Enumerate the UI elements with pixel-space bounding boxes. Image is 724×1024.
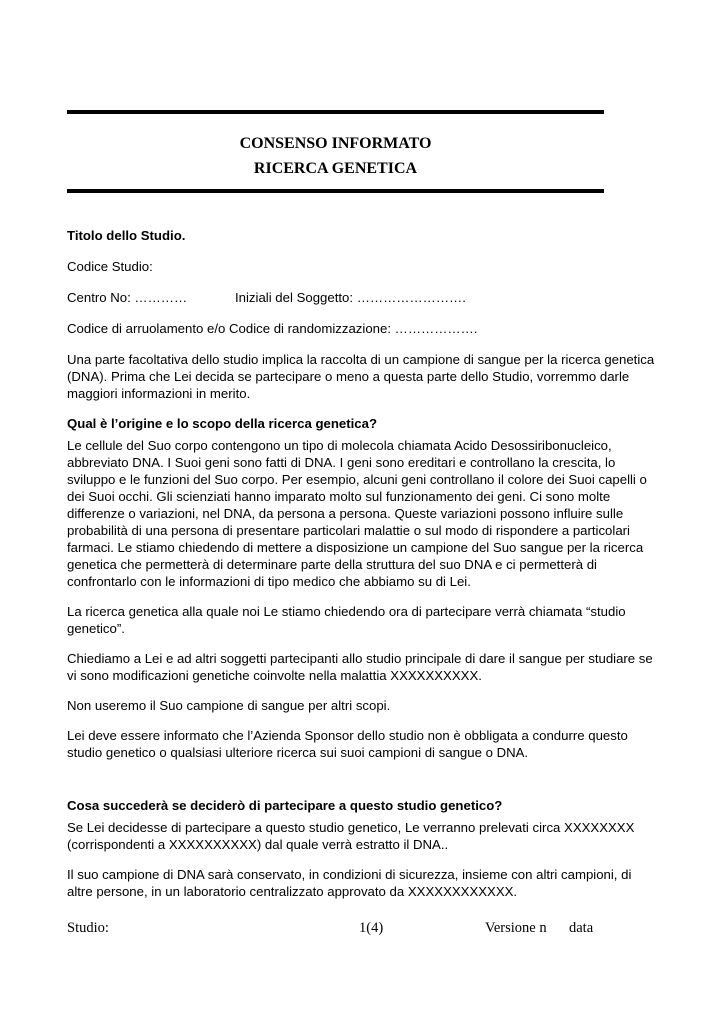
enrolment-code-label: Codice di arruolamento e/o Codice di randomizzazione: ………………. [67,321,478,336]
subject-initials-label: Iniziali del Soggetto: ……………………. [235,290,466,305]
participate-heading: Cosa succederà se deciderò di partecipare a questo studio genetico? [67,798,503,813]
footer-study: Studio: [67,920,109,936]
study-code-label: Codice Studio: [67,259,153,274]
ask-paragraph: Chiediamo a Lei e ad altri soggetti partecipanti allo studio principale di dare il sangue per studiare se vi sono modificazioni genetiche coinvolte nella malattia XXXXXXXXXX. [67,651,653,683]
title-line-1: CONSENSO INFORMATO [239,135,432,152]
cells-paragraph: Le cellule del Suo corpo contengono un tipo di molecola chiamata Acido Desossiribonucleico, abbreviato DNA. I Suoi geni sono fatti di DNA. I geni sono ereditari e controllano la crescita, lo sviluppo e le funzioni del Suo corpo. Per esempio, alcuni geni controllano il colore dei Suoi capelli o dei Suoi occhi. Gli scienziati hanno imparato molto sul funzionamento dei geni. Ci sono molte differenze o variazioni, nel DNA, da persona a persona. Queste variazioni possono influire sulle probabilità di una persona di presentare particolari malattie o sul modo di rispondere a particolari farmaci. Le stiamo chiedendo di mettere a disposizione un campione del Suo sangue per la ricerca genetica che permetterà di determinare parte della struttura del suo DNA e ci permetterà di confrontarlo con le informazioni di tipo medico che abbiamo su di Lei. [67,438,647,589]
study-title-label: Titolo dello Studio. [67,228,186,243]
document-body [67,227,657,900]
title-line-2: RICERCA GENETICA [253,160,418,177]
centre-subject-row [67,289,657,306]
no-other-use-paragraph: Non useremo il Suo campione di sangue per altri scopi. [67,698,391,713]
footer-date: data [569,920,594,936]
storage-paragraph: Il suo campione di DNA sarà conservato, in condizioni di sicurezza, insieme con altri campioni, di altre persone, in un laboratorio centralizzato approvato da XXXXXXXXXXXX. [67,867,632,899]
intro-paragraph: Una parte facoltativa dello studio implica la raccolta di un campione di sangue per la ricerca genetica (DNA). Prima che Lei decida se partecipare o meno a questa parte dello Studio, vorremmo darle maggiori informazioni in merito. [67,352,655,401]
top-rule [67,110,604,114]
origin-heading: Qual è l’origine e lo scopo della ricerca genetica? [67,416,378,431]
page-footer [67,920,607,940]
sponsor-paragraph: Lei deve essere informato che l’Azienda Sponsor dello studio non è obbligata a condurre questo studio genetico o qualsiasi ulteriore ricerca sui suoi campioni di sangue o DNA. [67,728,628,760]
footer-page-number: 1(4) [359,920,384,936]
participate-paragraph: Se Lei decidesse di partecipare a questo studio genetico, Le verranno prelevati circa XXXXXXXX (corrispondenti a XXXXXXXXXX) dal quale verrà estratto il DNA.. [67,820,635,852]
bottom-rule [67,189,604,193]
document-title [67,131,604,181]
research-paragraph: La ricerca genetica alla quale noi Le stiamo chiedendo ora di partecipare verrà chiamata “studio genetico”. [67,604,626,636]
footer-version: Versione n [485,920,547,936]
centre-no-label: Centro No: ………… [67,290,188,305]
